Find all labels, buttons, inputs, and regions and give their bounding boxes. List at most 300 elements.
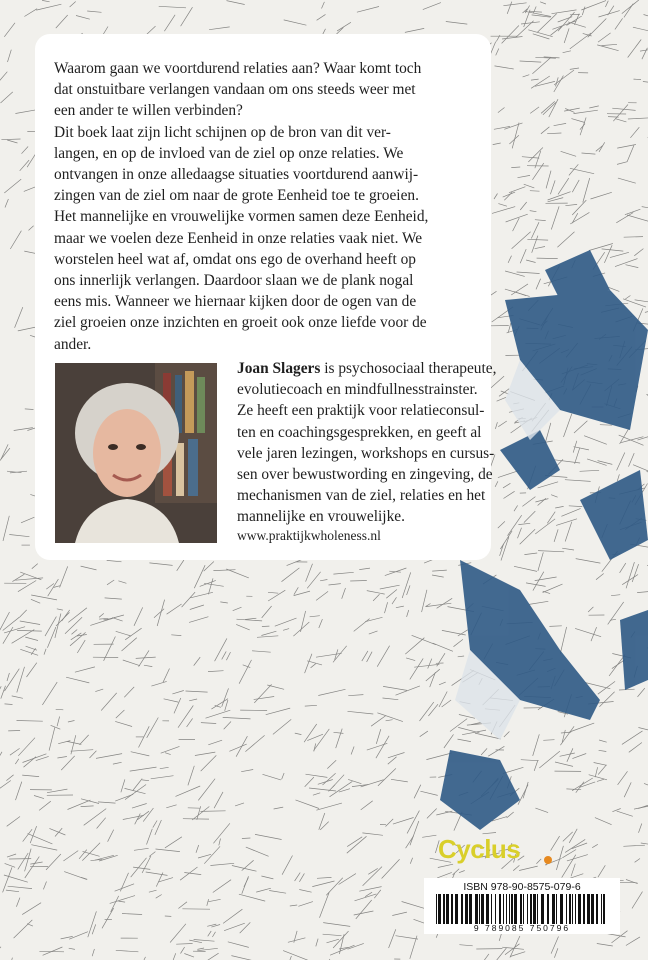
publisher-logo-text: Cyclus (438, 834, 521, 864)
scribble-stroke (176, 786, 201, 796)
scribble-stroke (132, 804, 147, 809)
scribble-stroke (165, 837, 182, 848)
barcode-bar (509, 894, 510, 924)
scribble-stroke (282, 568, 300, 582)
scribble-stroke (139, 650, 149, 666)
scribble-stroke (288, 938, 306, 943)
scribble-stroke (513, 218, 520, 231)
scribble-stroke (644, 15, 648, 19)
scribble-stroke (514, 505, 518, 511)
scribble-stroke (570, 168, 594, 173)
scribble-stroke (581, 1, 606, 10)
scribble-stroke (25, 409, 34, 410)
scribble-stroke (552, 10, 577, 14)
barcode-bar (436, 894, 437, 924)
scribble-stroke (57, 757, 67, 759)
scribble-stroke (383, 686, 407, 690)
scribble-stroke (206, 710, 231, 718)
scribble-stroke (402, 902, 427, 909)
scribble-stroke (236, 624, 250, 630)
scribble-stroke (54, 586, 60, 588)
barcode-bar (533, 894, 536, 924)
scribble-stroke (96, 754, 122, 759)
scribble-stroke (181, 7, 193, 26)
scribble-stroke (596, 146, 603, 152)
scribble-stroke (498, 421, 507, 427)
scribble-stroke (528, 30, 552, 37)
text-panel (35, 34, 497, 560)
scribble-stroke (282, 773, 285, 779)
bio-line: ten en coachingsgesprekken, en geeft al (237, 423, 482, 441)
scribble-stroke (157, 600, 164, 626)
scribble-stroke (640, 50, 648, 51)
scribble-stroke (113, 762, 122, 764)
scribble-stroke (626, 265, 639, 268)
scribble-stroke (377, 646, 389, 667)
scribble-stroke (14, 428, 33, 431)
scribble-stroke (532, 57, 551, 74)
barcode-bar (511, 894, 513, 924)
scribble-stroke (27, 663, 37, 677)
scribble-stroke (511, 167, 520, 168)
scribble-stroke (18, 581, 36, 592)
scribble-stroke (362, 833, 383, 835)
scribble-stroke (634, 249, 643, 256)
scribble-stroke (518, 523, 530, 524)
scribble-stroke (333, 931, 348, 948)
scribble-stroke (322, 2, 325, 9)
scribble-stroke (545, 423, 551, 444)
scribble-stroke (4, 23, 15, 37)
scribble-stroke (361, 801, 373, 810)
blue-shape (440, 750, 520, 830)
scribble-stroke (228, 942, 249, 948)
scribble-stroke (299, 873, 304, 881)
scribble-stroke (506, 214, 528, 222)
scribble-stroke (420, 791, 437, 795)
scribble-stroke (294, 931, 297, 943)
scribble-stroke (0, 752, 2, 761)
scribble-stroke (25, 637, 38, 640)
author-website[interactable]: www.praktijkwholeness.nl (237, 528, 381, 543)
scribble-stroke (540, 2, 546, 4)
scribble-stroke (153, 821, 157, 828)
scribble-stroke (634, 79, 642, 80)
scribble-stroke (580, 470, 600, 471)
scribble-stroke (458, 727, 479, 732)
scribble-stroke (599, 750, 607, 751)
scribble-stroke (503, 192, 515, 197)
scribble-stroke (623, 299, 646, 307)
scribble-stroke (458, 739, 471, 742)
scribble-stroke (535, 519, 555, 534)
scribble-stroke (617, 811, 633, 816)
scribble-stroke (305, 654, 312, 673)
scribble-stroke (34, 796, 44, 799)
scribble-stroke (212, 932, 215, 937)
scribble-stroke (204, 846, 220, 863)
scribble-stroke (227, 1, 245, 5)
publisher-logo (428, 832, 588, 876)
scribble-stroke (235, 803, 244, 806)
scribble-stroke (316, 591, 328, 600)
scribble-stroke (323, 923, 350, 927)
scribble-stroke (241, 770, 253, 772)
scribble-stroke (269, 891, 286, 894)
scribble-stroke (572, 200, 586, 215)
scribble-stroke (123, 660, 140, 666)
scribble-stroke (552, 21, 576, 29)
scribble-stroke (22, 903, 41, 915)
scribble-stroke (56, 709, 64, 710)
scribble-stroke (309, 788, 336, 791)
scribble-stroke (373, 594, 379, 601)
scribble-stroke (450, 719, 467, 732)
scribble-stroke (184, 873, 201, 875)
scribble-stroke (261, 876, 273, 879)
scribble-stroke (619, 689, 635, 690)
scribble-stroke (532, 236, 538, 253)
scribble-stroke (3, 617, 20, 630)
barcode-bar (556, 894, 557, 924)
scribble-stroke (116, 950, 139, 952)
scribble-stroke (174, 698, 181, 713)
scribble-stroke (396, 686, 420, 695)
scribble-stroke (252, 651, 271, 652)
scribble-stroke (521, 760, 539, 761)
scribble-stroke (604, 245, 612, 263)
blurb-line: eens mis. Wanneer we hiernaar kijken door de ogen van de (54, 293, 417, 311)
scribble-stroke (383, 698, 399, 700)
scribble-stroke (523, 75, 530, 77)
scribble-stroke (23, 829, 32, 841)
scribble-stroke (111, 896, 119, 912)
scribble-stroke (560, 627, 566, 654)
scribble-stroke (502, 26, 519, 44)
scribble-stroke (25, 857, 40, 878)
scribble-stroke (543, 740, 554, 741)
scribble-stroke (210, 863, 234, 865)
scribble-stroke (229, 744, 246, 751)
scribble-stroke (348, 711, 374, 714)
scribble-stroke (171, 635, 181, 636)
scribble-stroke (125, 628, 141, 640)
scribble-stroke (627, 215, 648, 222)
scribble-stroke (156, 895, 162, 899)
scribble-stroke (633, 465, 648, 474)
scribble-stroke (627, 145, 634, 161)
scribble-stroke (57, 609, 63, 610)
scribble-stroke (386, 819, 394, 827)
barcode-bar (451, 894, 453, 924)
scribble-stroke (576, 559, 601, 564)
scribble-stroke (143, 808, 153, 822)
scribble-stroke (12, 574, 24, 581)
scribble-stroke (208, 578, 213, 594)
scribble-stroke (433, 643, 453, 651)
scribble-stroke (632, 892, 643, 909)
scribble-stroke (533, 34, 550, 39)
scribble-stroke (319, 619, 323, 628)
scribble-stroke (514, 566, 537, 571)
scribble-stroke (498, 204, 507, 207)
scribble-stroke (87, 11, 101, 12)
scribble-stroke (88, 911, 97, 937)
scribble-stroke (557, 232, 574, 248)
scribble-stroke (523, 782, 528, 798)
scribble-stroke (642, 48, 648, 59)
scribble-stroke (547, 133, 561, 134)
scribble-stroke (294, 587, 298, 594)
scribble-stroke (643, 82, 648, 84)
scribble-stroke (617, 453, 625, 471)
scribble-stroke (177, 560, 184, 571)
scribble-stroke (564, 28, 569, 43)
scribble-stroke (267, 685, 284, 689)
barcode-bar (601, 894, 602, 924)
barcode-bar (572, 894, 573, 924)
scribble-stroke (16, 782, 22, 801)
scribble-stroke (176, 944, 192, 945)
scribble-stroke (622, 0, 639, 14)
scribble-stroke (32, 564, 38, 569)
scribble-stroke (167, 953, 176, 960)
scribble-stroke (488, 746, 504, 756)
scribble-stroke (163, 669, 169, 683)
scribble-stroke (39, 951, 64, 952)
scribble-stroke (633, 27, 648, 31)
scribble-stroke (414, 785, 421, 799)
blue-shape (580, 470, 648, 560)
scribble-stroke (628, 40, 642, 58)
scribble-stroke (537, 14, 556, 33)
scribble-stroke (122, 914, 142, 915)
scribble-stroke (582, 153, 596, 154)
bio-line: vele jaren lezingen, workshops en cursus- (237, 444, 495, 462)
scribble-stroke (8, 50, 12, 62)
scribble-stroke (215, 638, 227, 661)
scribble-stroke (115, 884, 135, 891)
barcode-bar (506, 894, 507, 924)
scribble-stroke (576, 782, 584, 793)
scribble-stroke (121, 779, 125, 792)
scribble-stroke (56, 15, 68, 28)
scribble-stroke (131, 858, 147, 877)
scribble-stroke (92, 949, 94, 956)
blurb-line: Het mannelijke en vrouwelijke vormen samen deze Eenheid, (54, 208, 429, 226)
scribble-stroke (541, 127, 550, 134)
scribble-stroke (572, 213, 578, 223)
scribble-stroke (560, 726, 574, 745)
scribble-stroke (436, 811, 452, 815)
scribble-stroke (22, 775, 39, 777)
scribble-stroke (537, 258, 558, 259)
scribble-stroke (517, 272, 540, 274)
scribble-stroke (294, 591, 310, 596)
scribble-stroke (598, 33, 611, 42)
scribble-stroke (57, 717, 60, 727)
scribble-stroke (623, 845, 645, 846)
barcode-bar (469, 894, 472, 924)
scribble-stroke (5, 669, 20, 691)
scribble-stroke (555, 506, 563, 508)
scribble-stroke (198, 779, 215, 801)
scribble-stroke (494, 194, 498, 200)
scribble-stroke (554, 123, 567, 125)
scribble-stroke (554, 948, 558, 958)
scribble-stroke (80, 735, 89, 745)
scribble-stroke (355, 894, 377, 901)
scribble-stroke (626, 880, 638, 884)
blurb-line: langen, en op de invloed van de ziel op onze relaties. We (54, 144, 404, 162)
scribble-stroke (562, 548, 574, 550)
scribble-stroke (535, 247, 545, 249)
scribble-stroke (45, 617, 56, 637)
scribble-stroke (589, 106, 599, 108)
scribble-stroke (599, 11, 620, 17)
scribble-stroke (608, 117, 619, 118)
scribble-stroke (1, 92, 13, 103)
scribble-stroke (46, 854, 61, 870)
scribble-stroke (615, 119, 626, 122)
scribble-stroke (382, 859, 400, 878)
bio-line: mannelijke en vrouwelijke. (237, 508, 405, 526)
scribble-stroke (295, 873, 301, 881)
scribble-stroke (430, 672, 436, 687)
scribble-stroke (63, 851, 78, 861)
scribble-stroke (539, 751, 560, 768)
scribble-stroke (428, 659, 432, 669)
scribble-stroke (571, 119, 584, 123)
scribble-stroke (608, 6, 614, 16)
scribble-stroke (275, 618, 297, 626)
scribble-stroke (311, 664, 316, 668)
scribble-stroke (629, 743, 642, 753)
scribble-stroke (528, 148, 543, 163)
scribble-stroke (178, 706, 193, 728)
scribble-stroke (156, 849, 180, 852)
scribble-stroke (565, 204, 577, 205)
scribble-stroke (30, 862, 42, 864)
scribble-stroke (530, 107, 539, 114)
scribble-stroke (410, 936, 417, 959)
scribble-stroke (64, 872, 87, 880)
scribble-stroke (81, 806, 94, 807)
scribble-stroke (617, 162, 627, 165)
scribble-stroke (318, 689, 345, 695)
barcode-bar (569, 894, 571, 924)
scribble-stroke (591, 192, 612, 199)
scribble-stroke (535, 577, 557, 581)
scribble-stroke (189, 699, 197, 701)
scribble-stroke (610, 252, 629, 257)
scribble-stroke (195, 953, 218, 960)
scribble-stroke (246, 847, 269, 856)
scribble-stroke (543, 591, 550, 593)
scribble-stroke (0, 947, 1, 960)
barcode-bar (479, 894, 480, 924)
scribble-stroke (376, 729, 381, 744)
scribble-stroke (213, 570, 235, 571)
scribble-stroke (204, 583, 224, 586)
scribble-stroke (495, 422, 497, 429)
blurb-line: ander. (54, 335, 92, 353)
scribble-stroke (99, 613, 104, 617)
scribble-stroke (599, 740, 607, 742)
scribble-stroke (296, 800, 320, 809)
scribble-stroke (531, 79, 539, 80)
scribble-stroke (181, 947, 185, 953)
scribble-stroke (402, 572, 411, 598)
scribble-stroke (147, 829, 153, 845)
scribble-stroke (7, 817, 20, 827)
scribble-stroke (503, 483, 510, 488)
barcode-bar (491, 894, 492, 924)
scribble-stroke (538, 551, 564, 552)
scribble-stroke (327, 760, 336, 768)
barcode-bar (583, 894, 585, 924)
scribble-stroke (268, 592, 278, 593)
scribble-stroke (160, 767, 169, 768)
scribble-stroke (273, 719, 291, 734)
scribble-stroke (625, 209, 641, 215)
scribble-stroke (274, 807, 284, 809)
scribble-stroke (582, 7, 585, 16)
barcode-bar (575, 894, 576, 924)
scribble-stroke (570, 68, 579, 69)
scribble-stroke (254, 697, 275, 700)
scribble-stroke (442, 630, 466, 635)
scribble-stroke (538, 552, 543, 571)
scribble-stroke (70, 2, 76, 8)
scribble-stroke (208, 740, 222, 745)
barcode-bar (514, 894, 517, 924)
bio-line: Ze heeft een praktijk voor relatieconsul- (237, 402, 485, 420)
scribble-stroke (504, 491, 515, 498)
scribble-stroke (522, 497, 535, 507)
scribble-stroke (615, 18, 623, 29)
scribble-stroke (1, 139, 20, 140)
scribble-stroke (369, 631, 378, 634)
scribble-stroke (574, 110, 598, 113)
scribble-stroke (10, 231, 21, 249)
scribble-stroke (31, 595, 57, 600)
scribble-stroke (112, 618, 122, 622)
scribble-stroke (320, 580, 327, 581)
scribble-stroke (320, 892, 330, 918)
scribble-stroke (62, 610, 70, 621)
scribble-stroke (378, 768, 396, 786)
barcode-bar (578, 894, 581, 924)
scribble-stroke (592, 844, 598, 847)
scribble-stroke (19, 610, 26, 618)
scribble-stroke (386, 720, 393, 721)
scribble-stroke (628, 118, 648, 119)
scribble-stroke (625, 296, 630, 300)
scribble-stroke (151, 776, 174, 779)
scribble-stroke (257, 636, 278, 638)
scribble-stroke (55, 828, 62, 836)
scribble-stroke (208, 671, 224, 672)
scribble-stroke (407, 585, 410, 595)
scribble-stroke (61, 756, 74, 770)
scribble-stroke (306, 774, 328, 777)
scribble-stroke (348, 943, 364, 949)
scribble-stroke (242, 838, 251, 839)
scribble-stroke (565, 480, 591, 482)
scribble-stroke (583, 178, 590, 203)
scribble-stroke (66, 677, 89, 683)
